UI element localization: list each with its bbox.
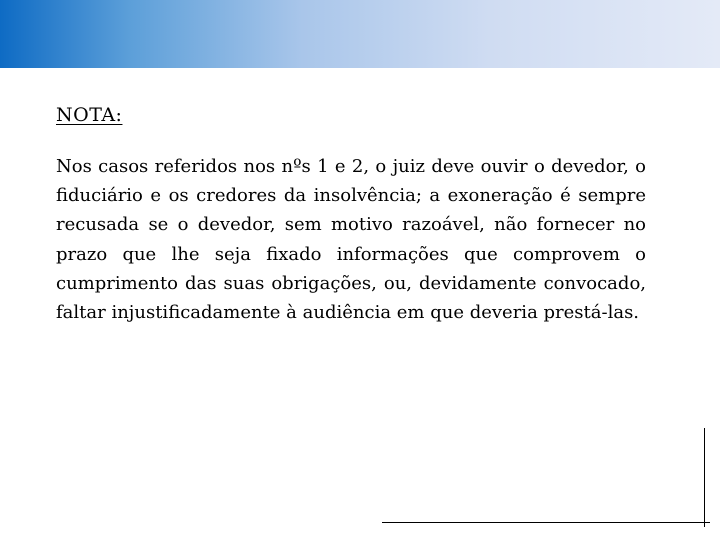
header-gradient-band <box>0 0 720 68</box>
slide-content <box>56 104 646 327</box>
corner-vertical-rule <box>704 428 705 527</box>
corner-horizontal-rule <box>382 522 710 523</box>
note-body-text: Nos casos referidos nos nºs 1 e 2, o juiz deve ouvir o devedor, o fiduciário e os credores da insolvência; a exoneração é sempre recusada se o devedor, sem motivo razoável, não fornecer no prazo que lhe seja fixado informações que comprovem o cumprimento das suas obrigações, ou, devidamente convocado, faltar injustificadamente à audiência em que deveria prestá-las. <box>56 156 646 324</box>
note-heading: NOTA: <box>56 104 123 126</box>
